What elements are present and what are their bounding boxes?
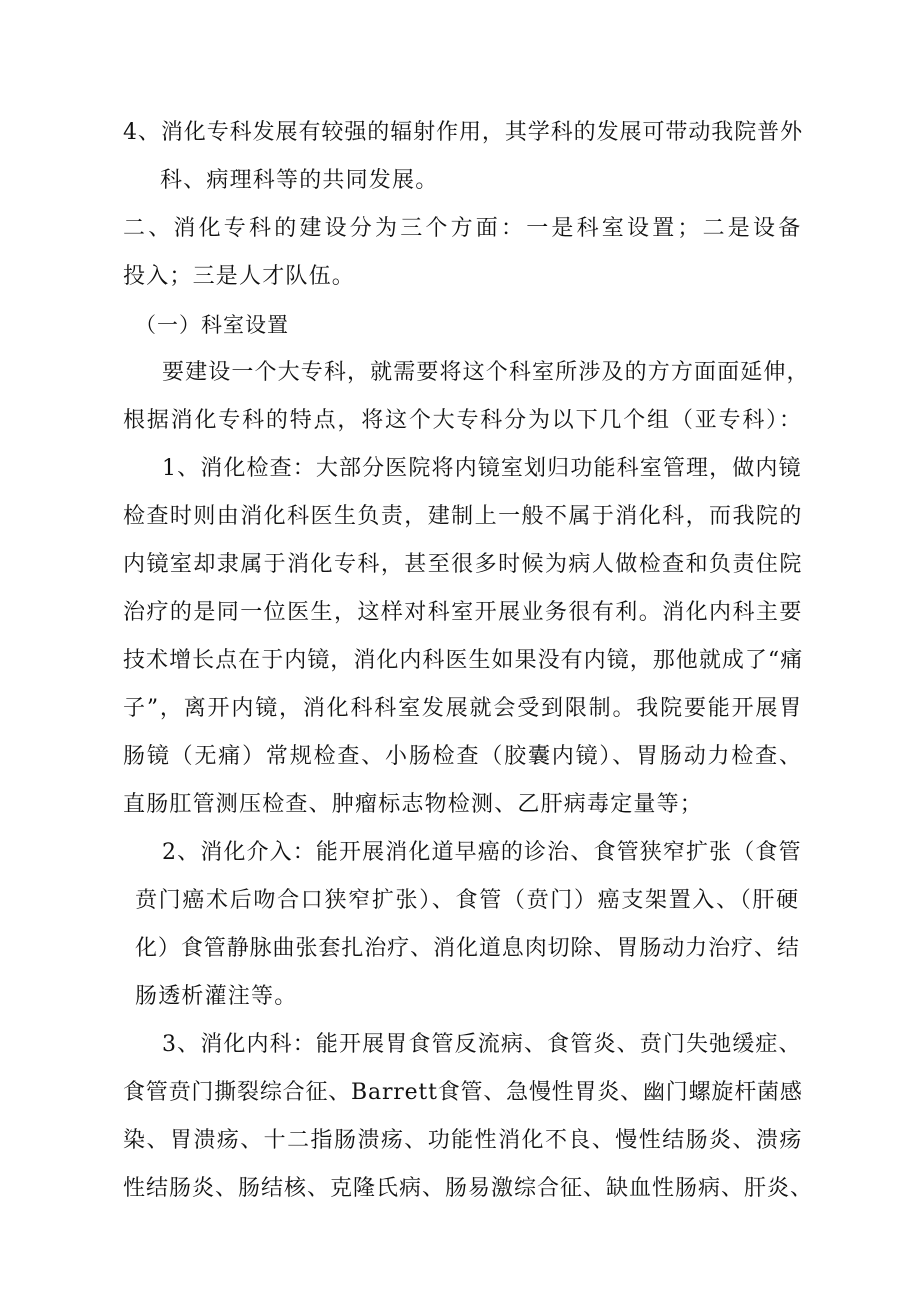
text-line: 肠透析灌注等。 xyxy=(135,984,298,1009)
text-line: 肠镜（无痛）常规检查、小肠检查（胶囊内镜）、胃肠动力检查、 xyxy=(123,744,803,769)
text-line: 染、胃溃疡、十二指肠溃疡、功能性消化不良、慢性结肠炎、溃疡 xyxy=(123,1128,803,1153)
text-line: 技术增长点在于内镜，消化内科医生如果没有内镜，那他就成了“痛 xyxy=(123,648,804,673)
text-line: 贲门癌术后吻合口狭窄扩张）、食管（贲门）癌支架置入、（肝硬 xyxy=(135,888,800,913)
text-line: 4、消化专科发展有较强的辐射作用，其学科的发展可带动我院普外 xyxy=(123,120,803,145)
text-line: 根据消化专科的特点，将这个大专科分为以下几个组（亚专科）： xyxy=(123,408,803,433)
section-heading-continued: 投入；三是人才队伍。 xyxy=(123,264,356,289)
text-line: 2、消化介入：能开展消化道早癌的诊治、食管狭窄扩张（食管 xyxy=(162,840,802,865)
text-line: 直肠肛管测压检查、肿瘤标志物检测、乙肝病毒定量等； xyxy=(123,792,704,817)
text-line: 内镜室却隶属于消化专科，甚至很多时候为病人做检查和负责住院 xyxy=(123,552,803,577)
text-line: 科、病理科等的共同发展。 xyxy=(160,168,439,193)
section-heading: 二、消化专科的建设分为三个方面：一是科室设置；二是设备 xyxy=(123,216,804,241)
text-line: 1、消化检查：大部分医院将内镜室划归功能科室管理，做内镜 xyxy=(162,456,802,481)
text-line: 食管贲门撕裂综合征、Barrett食管、急慢性胃炎、幽门螺旋杆菌感 xyxy=(123,1080,803,1105)
text-line: 3、消化内科：能开展胃食管反流病、食管炎、贲门失弛缓症、 xyxy=(162,1032,802,1057)
text-line: 要建设一个大专科，就需要将这个科室所涉及的方方面面延伸， xyxy=(162,360,810,385)
text-line: 化）食管静脉曲张套扎治疗、消化道息肉切除、胃肠动力治疗、结 xyxy=(135,936,800,961)
subsection-heading: （一）科室设置 xyxy=(135,313,289,337)
text-line: 治疗的是同一位医生，这样对科室开展业务很有利。消化内科主要 xyxy=(123,600,803,625)
text-line: 检查时则由消化科医生负责，建制上一般不属于消化科，而我院的 xyxy=(123,504,803,529)
text-line: 性结肠炎、肠结核、克隆氏病、肠易激综合征、缺血性肠病、肝炎、 xyxy=(123,1176,814,1201)
text-line: 子”，离开内镜，消化科科室发展就会受到限制。我院要能开展胃 xyxy=(123,696,804,721)
